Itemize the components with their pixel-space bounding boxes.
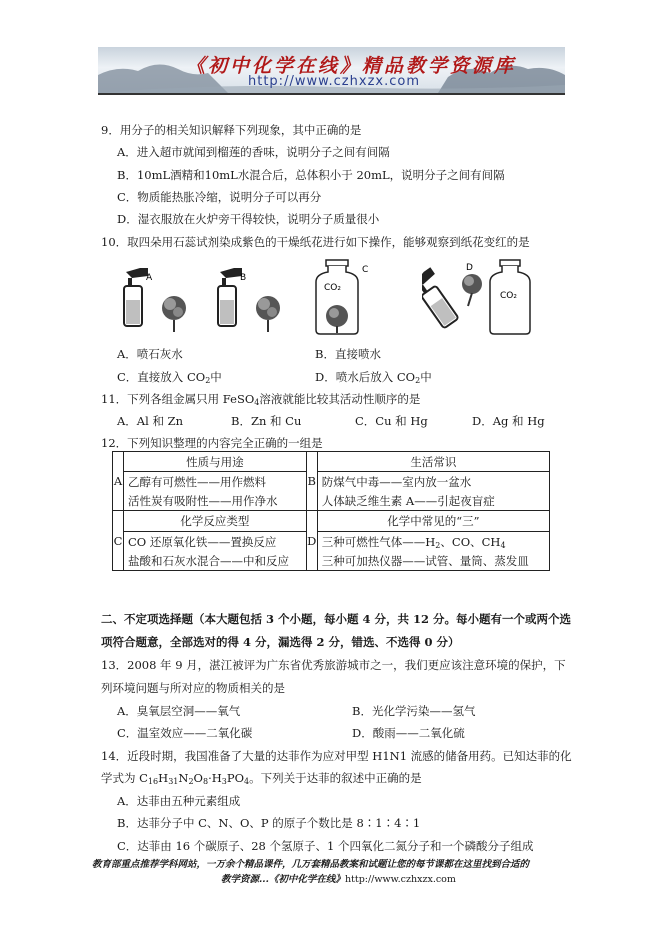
figure-b-label: B [240, 273, 247, 283]
row-d-line2: 三种可加热仪器——试管、量筒、蒸发皿 [317, 551, 549, 571]
figure-a-label: A [146, 273, 153, 283]
row-a-header: 性质与用途 [124, 452, 307, 472]
q9-option-d: D．湿衣服放在火炉旁干得较快，说明分子质量很小 [117, 212, 380, 226]
row-c-header: 化学反应类型 [124, 511, 307, 532]
q9-option-a: A．进入超市就闻到榴莲的香味，说明分子之间有间隔 [117, 145, 390, 159]
figure-c-label: C [362, 265, 369, 275]
q13-stem-line2: 列环境问题与所对应的物质相关的是 [101, 681, 285, 695]
row-a-line2: 活性炭有吸附性——用作净水 [124, 491, 307, 511]
figure-c-co2-jar [312, 258, 372, 336]
header-url[interactable]: http://www.czhxzx.com [248, 74, 420, 89]
q9-option-c: C．物质能热胀冷缩，说明分子可以再分 [117, 190, 322, 204]
row-b-letter: B [306, 452, 317, 511]
q10-option-a: A．喷石灰水 [117, 347, 183, 361]
figure-d-label: D [466, 263, 473, 273]
row-b-line2: 人体缺乏维生素 A——引起夜盲症 [317, 491, 549, 511]
figure-b-spray-flower [212, 258, 290, 336]
q9-option-b: B．10mL酒精和10mL水混合后，总体积小于 20mL，说明分子之间有间隔 [117, 168, 505, 182]
header-banner [98, 47, 565, 95]
figure-c-co2-label: CO₂ [324, 283, 341, 293]
row-c-letter: C [113, 511, 124, 571]
row-b-header: 生活常识 [317, 452, 549, 472]
q14-stem-line2: 学式为 C16H31N2O8·H3PO4。下列关于达菲的叙述中正确的是 [101, 771, 422, 786]
footer-line1: 教育部重点推荐学科网站，一万余个精品课件，几万套精品教案和试题让您的每节课都在这里找到合适的 [92, 859, 530, 870]
row-b-line1: 防煤气中毒——室内放一盆水 [317, 472, 549, 492]
row-a-letter: A [113, 452, 124, 511]
header-title: 《初中化学在线》精品教学资源库 [186, 55, 517, 77]
q10-stem: 10．取四朵用石蕊试剂染成紫色的干燥纸花进行如下操作，能够观察到纸花变红的是 [101, 235, 530, 249]
q11-option-d: D．Ag 和 Hg [472, 414, 545, 428]
q14-stem-line1: 14．近段时期，我国准备了大量的达菲作为应对甲型 H1N1 流感的储备用药。已知达菲的化 [101, 749, 572, 763]
q14-option-c: C．达菲由 16 个碳原子、28 个氢原子、1 个四氧化二氮分子和一个磷酸分子组成 [117, 839, 534, 853]
row-a-line1: 乙醇有可燃性——用作燃料 [124, 472, 307, 492]
figure-d-spray-then-jar [422, 258, 538, 336]
row-c-line1: CO 还原氧化铁——置换反应 [124, 532, 307, 552]
q10-option-d: D．喷水后放入 CO2中 [315, 370, 432, 385]
footer-url[interactable]: http://www.czhxzx.com [344, 874, 456, 885]
q11-option-a: A．Al 和 Zn [117, 414, 183, 428]
row-d-letter: D [306, 511, 317, 571]
section2-line2: 项符合题意，全部选对的得 4 分，漏选得 2 分，错选、不选得 0 分） [101, 635, 460, 649]
row-c-line2: 盐酸和石灰水混合——中和反应 [124, 551, 307, 571]
q13-option-a: A．臭氧层空洞——氧气 [117, 704, 241, 718]
q14-option-a: A．达菲由五种元素组成 [117, 794, 241, 808]
q11-option-c: C．Cu 和 Hg [355, 414, 428, 428]
q11-stem: 11．下列各组金属只用 FeSO4溶液就能比较其活动性顺序的是 [101, 392, 421, 407]
knowledge-table [112, 451, 550, 571]
q13-option-c: C．温室效应——二氧化碳 [117, 726, 253, 740]
q13-stem-line1: 13．2008 年 9 月，湛江被评为广东省优秀旅游城市之一，我们更应该注意环境的保护，下 [101, 658, 566, 672]
q9-stem: 9．用分子的相关知识解释下列现象，其中正确的是 [101, 123, 362, 137]
q14-option-b: B．达菲分子中 C、N、O、P 的原子个数比是 8∶1∶4∶1 [117, 816, 421, 830]
q10-option-b: B．直接喷水 [315, 347, 381, 361]
figure-a-spray-flower [118, 258, 196, 336]
q12-stem: 12．下列知识整理的内容完全正确的一组是 [101, 436, 323, 450]
q13-option-d: D．酸雨——二氧化硫 [352, 726, 465, 740]
row-d-header: 化学中常见的“三” [317, 511, 549, 532]
section2-line1: 二、不定项选择题（本大题包括 3 个小题，每小题 4 分，共 12 分。每小题有一个或两个选 [101, 612, 572, 626]
q13-option-b: B．光化学污染——氢气 [352, 704, 476, 718]
figure-d-co2-label: CO₂ [500, 291, 517, 301]
footer-line2: 教学资源...《初中化学在线》http://www.czhxzx.com [221, 874, 456, 885]
q10-option-c: C．直接放入 CO2中 [117, 370, 222, 385]
q11-option-b: B．Zn 和 Cu [231, 414, 302, 428]
row-d-line1: 三种可燃性气体——H2、CO、CH4 [317, 532, 549, 552]
